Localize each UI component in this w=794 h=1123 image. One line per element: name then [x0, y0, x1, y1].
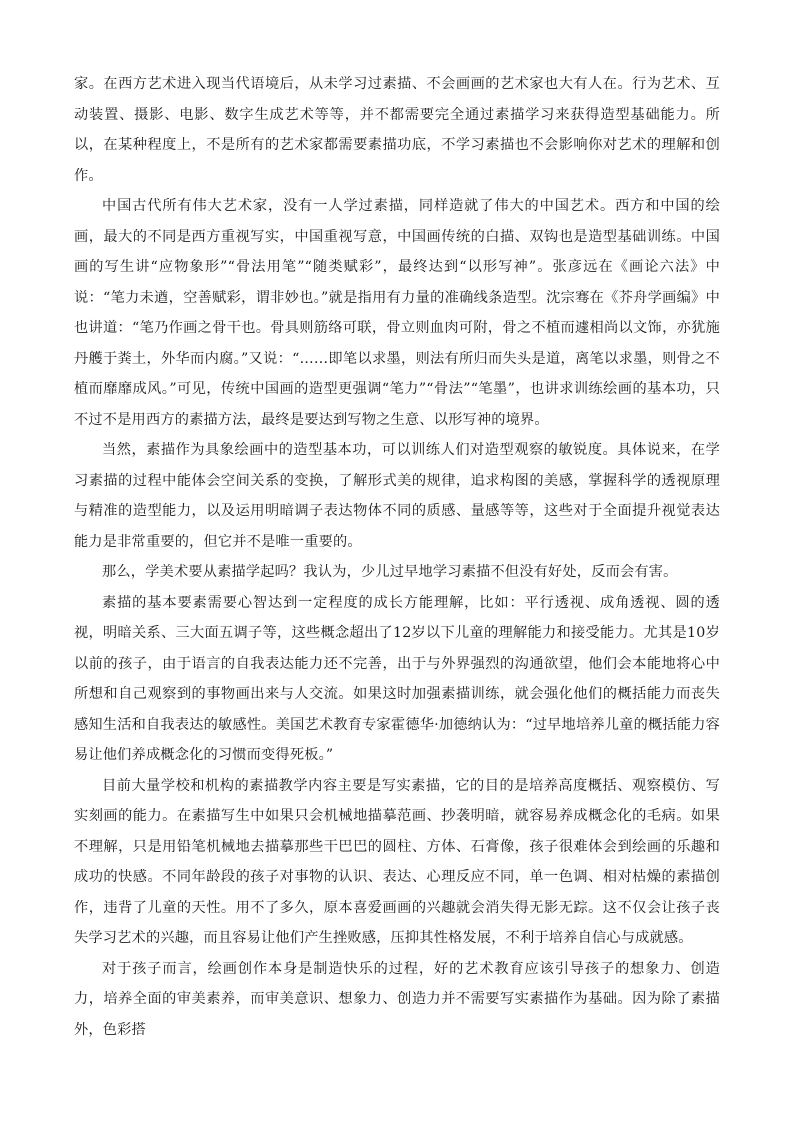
paragraph-child-development: 素描的基本要素需要心智达到一定程度的成长方能理解，比如：平行透视、成角透视、圆的透视，明暗关系、三大面五调子等，这些概念超出了12岁以下儿童的理解能力和接受能力。尤其是10岁以前的孩子，由于语言的自我表达能力还不完善，出于与外界强烈的沟通欲望，他们会本能地将心中所想和自己观察到的事物画出来与人交流。如果这时加强素描训练，就会强化他们的概括能力而丧失感知生活和自我表达的敏感性。美国艺术教育专家霍德华·加德纳认为：“过早地培养儿童的概括能力容易让他们养成概念化的习惯而变得死板。” — [74, 594, 720, 763]
paragraph-chinese-art: 中国古代所有伟大艺术家，没有一人学过素描，同样造就了伟大的中国艺术。西方和中国的绘画，最大的不同是西方重视写实，中国重视写意，中国画传统的白描、双钩也是造型基础训练。中国画的写生讲“应物象形”“骨法用笔”“随类赋彩”，最终达到“以形写神”。张彦远在《画论六法》中说：“笔力未遒，空善赋彩，谓非妙也。”就是指用有力量的准确线条造型。沈宗骞在《芥舟学画编》中也讲道：“笔乃作画之骨干也。骨具则筋络可联，骨立则血肉可附，骨之不植而遽相尚以文饰，亦犹施丹艧于粪土，外华而内腐。”又说：“……即笔以求墨，则法有所归而失头是道，离笔以求墨，则骨之不植而靡靡成风。”可见，传统中国画的造型更强调“笔力”“骨法”“笔墨”，也讲求训练绘画的基本功，只不过不是用西方的素描方法，最终是要达到写物之生意、以形写神的境界。 — [74, 198, 720, 428]
paragraph-question: 那么，学美术要从素描学起吗？我认为，少儿过早地学习素描不但没有好处，反而会有害。 — [102, 564, 678, 580]
article-body — [74, 69, 720, 1045]
paragraph-continuation: 家。在西方艺术进入现当代语境后，从未学习过素描、不会画画的艺术家也大有人在。行为艺术、互动装置、摄影、电影、数字生成艺术等等，并不都需要完全通过素描学习来获得造型基础能力。所以，在某种程度上，不是所有的艺术家都需要素描功底，不学习素描也不会影响你对艺术的理解和创作。 — [74, 76, 720, 184]
paragraph-sketch-value: 当然，素描作为具象绘画中的造型基本功，可以训练人们对造型观察的敏锐度。具体说来，在学习素描的过程中能体会空间关系的变换，了解形式美的规律，追求构图的美感，掌握科学的透视原理与精准的造型能力，以及运用明暗调子表达物体不同的质感、量感等等，这些对于全面提升视觉表达能力是非常重要的，但它并不是唯一重要的。 — [74, 442, 720, 550]
paragraph-teaching-critique: 目前大量学校和机构的素描教学内容主要是写实素描，它的目的是培养高度概括、观察模仿、写实刻画的能力。在素描写生中如果只会机械地描摹范画、抄袭明暗，就容易养成概念化的毛病。如果不理解，只是用铅笔机械地去描摹那些干巴巴的圆柱、方体、石膏像，孩子很难体会到绘画的乐趣和成功的快感。不同年龄段的孩子对事物的认识、表达、心理反应不同，单一色调、相对枯燥的素描创作，违背了儿童的天性。用不了多久，原本喜爱画画的兴趣就会消失得无影无踪。这不仅会让孩子丧失学习艺术的兴趣，而且容易让他们产生挫败感，压抑其性格发展，不利于培养自信心与成就感。 — [74, 777, 720, 946]
paragraph-creativity: 对于孩子而言，绘画创作本身是制造快乐的过程，好的艺术教育应该引导孩子的想象力、创造力，培养全面的审美素养，而审美意识、想象力、创造力并不需要写实素描作为基础。因为除了素描外，色彩搭 — [74, 960, 720, 1038]
